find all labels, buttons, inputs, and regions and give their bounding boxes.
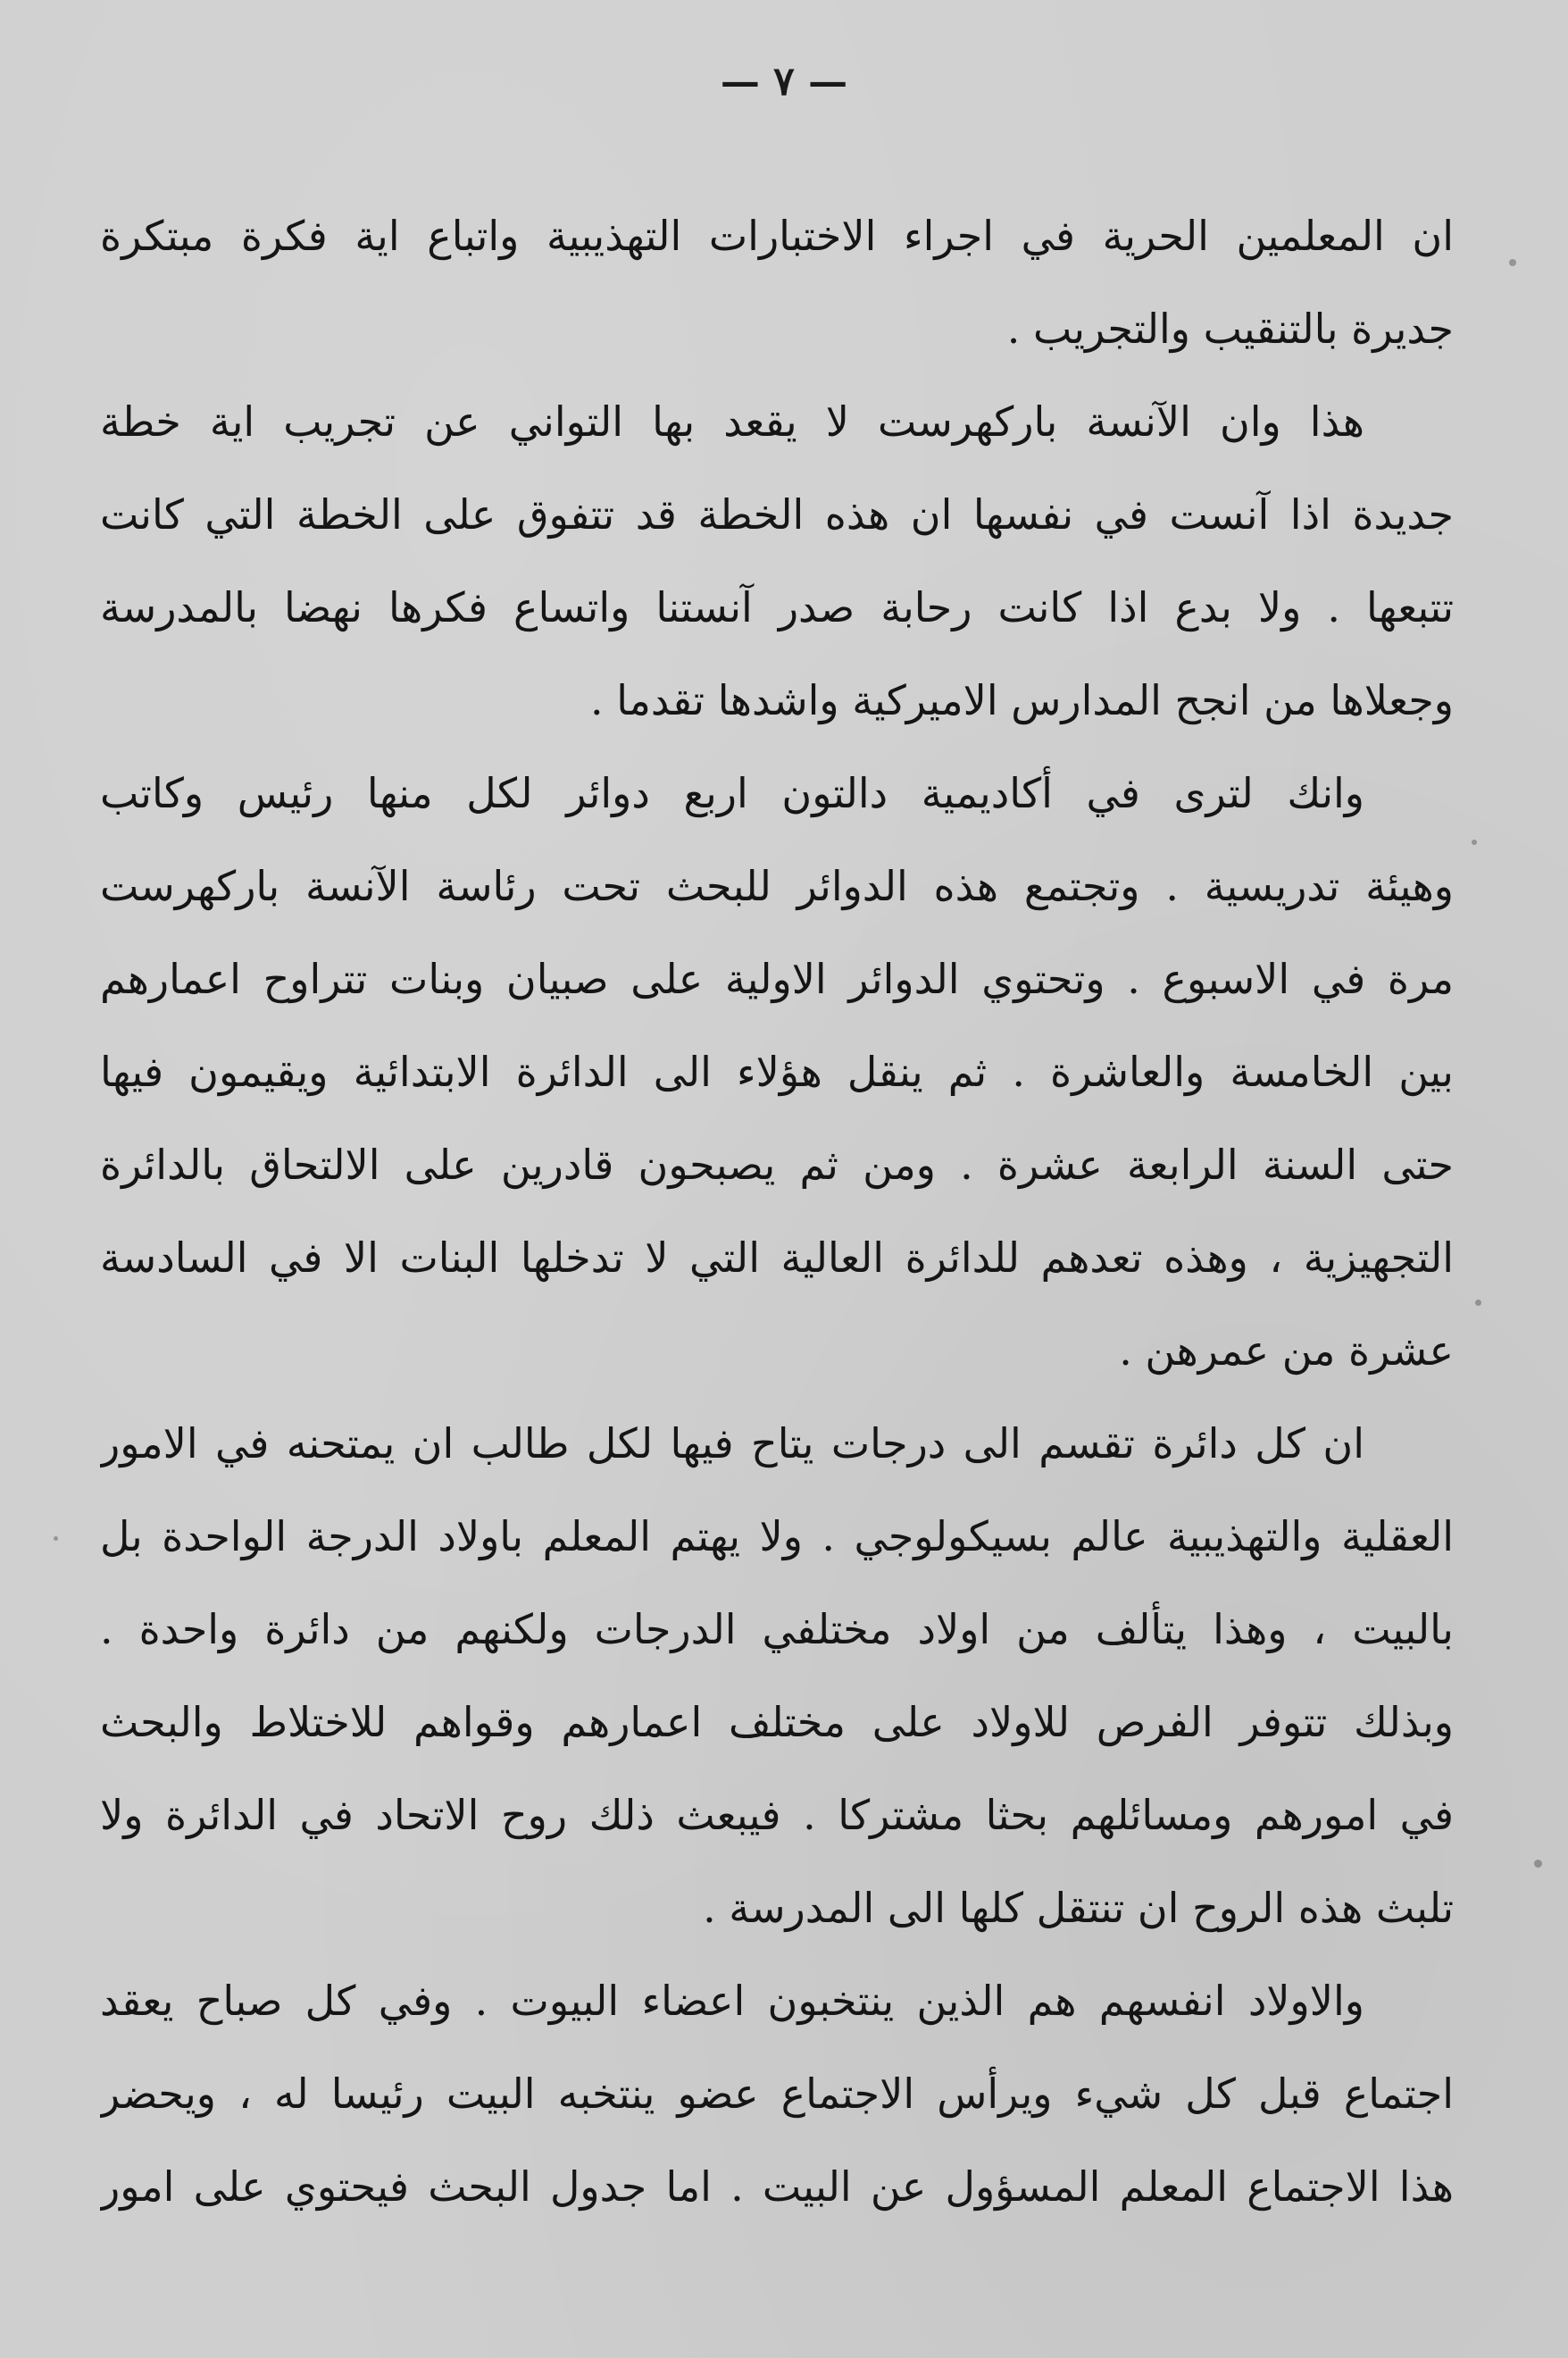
text-line: وهيئة تدريسية . وتجتمع هذه الدوائر للبحث تحت رئاسة الآنسة باركهرست <box>100 862 1454 910</box>
text-line: مرة في الاسبوع . وتحتوي الدوائر الاولية على صبيان وبنات تتراوح اعمارهم <box>100 955 1454 1003</box>
text-line: والاولاد انفسهم هم الذين ينتخبون اعضاء البيوت . وفي كل صباح يعقد <box>100 1977 1364 2025</box>
text-line: وبذلك تتوفر الفرص للاولاد على مختلف اعمارهم وقواهم للاختلاط والبحث <box>100 1698 1454 1746</box>
text-line: تلبث هذه الروح ان تنتقل كلها الى المدرسة . <box>703 1884 1454 1932</box>
text-line: جديرة بالتنقيب والتجريب . <box>1006 305 1454 353</box>
text-line: حتى السنة الرابعة عشرة . ومن ثم يصبحون قادرين على الالتحاق بالدائرة <box>100 1141 1454 1189</box>
text-line: هذا الاجتماع المعلم المسؤول عن البيت . اما جدول البحث فيحتوي على امور <box>100 2162 1454 2211</box>
scan-speck <box>1472 840 1477 845</box>
text-line: اجتماع قبل كل شيء ويرأس الاجتماع عضو ينتخبه البيت رئيسا له ، ويحضر <box>100 2070 1454 2118</box>
text-line: عشرة من عمرهن . <box>1119 1326 1454 1375</box>
text-line: في امورهم ومسائلهم بحثا مشتركا . فيبعث ذلك روح الاتحاد في الدائرة ولا <box>100 1791 1454 1839</box>
text-line: ان كل دائرة تقسم الى درجات يتاح فيها لكل طالب ان يمتحنه في الامور <box>100 1419 1364 1467</box>
text-line: بين الخامسة والعاشرة . ثم ينقل هؤلاء الى الدائرة الابتدائية ويقيمون فيها <box>100 1048 1454 1096</box>
text-line: وجعلاها من انجح المدارس الاميركية واشدها تقدما . <box>589 676 1454 724</box>
scan-speck <box>1475 1300 1481 1306</box>
scan-speck <box>1534 1860 1542 1868</box>
text-line: تتبعها . ولا بدع اذا كانت رحابة صدر آنستنا واتساع فكرها نهضا بالمدرسة <box>100 583 1454 631</box>
scan-speck <box>54 1536 58 1541</box>
page-number: — ٧ — <box>720 59 848 105</box>
scan-speck <box>1509 259 1516 266</box>
text-line: بالبيت ، وهذا يتألف من اولاد مختلفي الدرجات ولكنهم من دائرة واحدة . <box>100 1605 1454 1653</box>
text-line: جديدة اذا آنست في نفسها ان هذه الخطة قد تتفوق على الخطة التي كانت <box>100 490 1454 539</box>
text-line: وانك لترى في أكاديمية دالتون اربع دوائر لكل منها رئيس وكاتب <box>100 769 1364 817</box>
text-line: ان المعلمين الحرية في اجراء الاختبارات التهذيبية واتباع اية فكرة مبتكرة <box>100 212 1454 260</box>
text-line: العقلية والتهذيبية عالم بسيكولوجي . ولا يهتم المعلم باولاد الدرجة الواحدة بل <box>100 1512 1454 1560</box>
text-line: هذا وان الآنسة باركهرست لا يقعد بها التواني عن تجريب اية خطة <box>100 397 1364 446</box>
body-text <box>100 189 1454 2233</box>
text-line: التجهيزية ، وهذه تعدهم للدائرة العالية التي لا تدخلها البنات الا في السادسة <box>100 1233 1454 1282</box>
